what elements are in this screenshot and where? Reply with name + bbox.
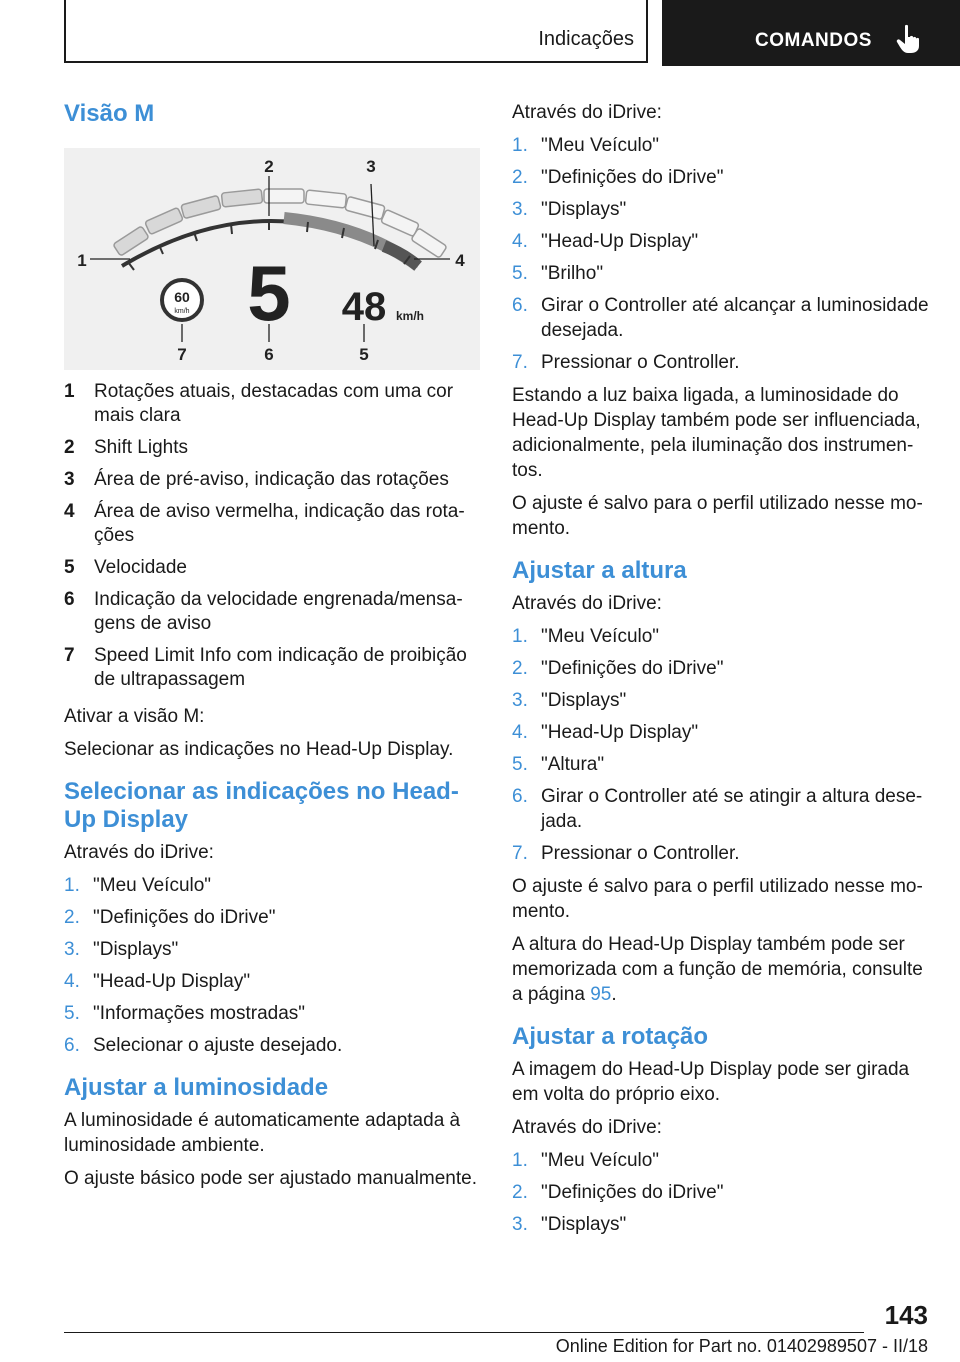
list-item: 4. "Head-Up Display" <box>512 722 699 743</box>
list-item: 1. "Meu Veículo" <box>512 1150 660 1171</box>
callout-7: 7 <box>177 345 187 364</box>
section-rotation <box>512 1023 932 1237</box>
list-item: 5. "Informações mostradas" <box>64 1003 306 1024</box>
list-item: 5. "Brilho" <box>512 263 604 284</box>
height-intro: Através do iDrive: <box>512 593 662 614</box>
speed-limit-value: 60 <box>174 289 190 305</box>
select-steps <box>64 873 482 1058</box>
right-column <box>512 100 932 1245</box>
list-item: 3. "Displays" <box>512 199 627 220</box>
list-item: 4. "Head-Up Display" <box>64 971 251 992</box>
figure-legend <box>64 380 482 692</box>
list-item: 1. "Meu Veículo" <box>512 626 660 647</box>
speed-value: 48 <box>341 285 387 329</box>
heading-rotation: Ajustar a rotação <box>512 1023 709 1050</box>
callout-3: 3 <box>366 157 376 176</box>
brightness-intro: Através do iDrive: <box>512 102 662 123</box>
list-item: 2. "Definições do iDrive" <box>512 658 724 679</box>
page-number: 143 <box>884 1300 928 1330</box>
header-chapter-label: COMANDOS <box>755 30 872 51</box>
list-item: 1. "Meu Veículo" <box>64 875 212 896</box>
rotation-paragraph: A imagem do Head-Up Display pode ser girada em volta do próprio eixo. <box>512 1059 910 1105</box>
list-item: 6. Girar o Controller até alcançar a luminosidade desejada. <box>512 295 929 341</box>
brightness-paragraph-2: O ajuste básico pode ser ajustado manualmente. <box>64 1168 477 1189</box>
left-column <box>64 100 482 1199</box>
heading-visao-m: Visão M <box>64 100 155 127</box>
list-item: 3. "Displays" <box>512 1214 627 1235</box>
activate-label: Ativar a visão M: <box>64 706 205 727</box>
footer-divider <box>64 1332 864 1333</box>
list-item: 2. "Definições do iDrive" <box>64 907 276 928</box>
legend-item: 2 Shift Lights <box>64 437 188 458</box>
list-item: 3. "Displays" <box>512 690 627 711</box>
section-height <box>512 557 932 1007</box>
callout-5: 5 <box>359 345 369 364</box>
header-section-title: Indicações <box>538 28 634 50</box>
height-note-2: A altura do Head-Up Display também pode ser memorizada com a função de memória, consulte a página 95. <box>512 934 923 1005</box>
legend-item: 4 Área de aviso vermelha, indicação das rota-ções <box>64 501 465 546</box>
page-reference-link[interactable]: 95 <box>590 984 612 1005</box>
hud-illustration <box>64 148 480 370</box>
legend-item: 3 Área de pré-aviso, indicação das rotações <box>64 469 449 490</box>
list-item: 1. "Meu Veículo" <box>512 135 660 156</box>
header-section-box <box>64 0 648 63</box>
heading-height: Ajustar a altura <box>512 557 687 584</box>
header-chapter-box <box>662 0 960 66</box>
list-item: 6. Selecionar o ajuste desejado. <box>64 1035 343 1056</box>
list-item: 5. "Altura" <box>512 754 605 775</box>
gear-indicator: 5 <box>247 249 291 337</box>
legend-item: 7 Speed Limit Info com indicação de proibição de ultrapassagem <box>64 645 467 690</box>
list-item: 2. "Definições do iDrive" <box>512 167 724 188</box>
callout-6: 6 <box>264 345 274 364</box>
height-note-1: O ajuste é salvo para o perfil utilizado nesse mo-mento. <box>512 876 923 922</box>
brightness-steps <box>512 133 932 375</box>
rotation-intro: Através do iDrive: <box>512 1117 662 1138</box>
activate-text: Selecionar as indicações no Head-Up Display. <box>64 739 454 760</box>
hud-m-view-figure <box>64 148 480 370</box>
heading-brightness: Ajustar a luminosidade <box>64 1074 329 1101</box>
list-item: 7. Pressionar o Controller. <box>512 843 740 864</box>
section-brightness <box>64 1074 482 1191</box>
list-item: 4. "Head-Up Display" <box>512 231 699 252</box>
footer-edition-text: Online Edition for Part no. 01402989507 - II/18 <box>555 1336 928 1356</box>
brightness-note-2: O ajuste é salvo para o perfil utilizado nesse mo-mento. <box>512 493 923 539</box>
legend-item: 6 Indicação da velocidade engrenada/mensa-gens de aviso <box>64 589 463 634</box>
list-item: 7. Pressionar o Controller. <box>512 352 740 373</box>
legend-item: 5 Velocidade <box>64 557 187 578</box>
height-steps <box>512 624 932 866</box>
pointing-hand-icon <box>896 24 922 54</box>
heading-select-indications: Selecionar as indicações no Head-Up Display <box>64 778 459 833</box>
list-item: 3. "Displays" <box>64 939 179 960</box>
select-intro: Através do iDrive: <box>64 842 214 863</box>
rotation-steps <box>512 1148 932 1237</box>
brightness-note-1: Estando a luz baixa ligada, a luminosidade do Head-Up Display também pode ser influenciada, adicionalmente, pela iluminação dos instrumen-tos. <box>512 385 921 481</box>
brightness-paragraph-1: A luminosidade é automaticamente adaptada à luminosidade ambiente. <box>64 1110 461 1156</box>
section-select-indications <box>64 778 482 1058</box>
list-item: 6. Girar o Controller até se atingir a altura dese-jada. <box>512 786 923 832</box>
speed-unit: km/h <box>395 309 425 323</box>
callout-2: 2 <box>264 157 274 176</box>
legend-item: 1 Rotações atuais, destacadas com uma cor mais clara <box>64 381 454 426</box>
callout-4: 4 <box>455 251 465 270</box>
callout-1: 1 <box>77 251 87 270</box>
list-item: 2. "Definições do iDrive" <box>512 1182 724 1203</box>
page-header <box>0 0 960 66</box>
speed-limit-unit: km/h <box>174 308 190 315</box>
